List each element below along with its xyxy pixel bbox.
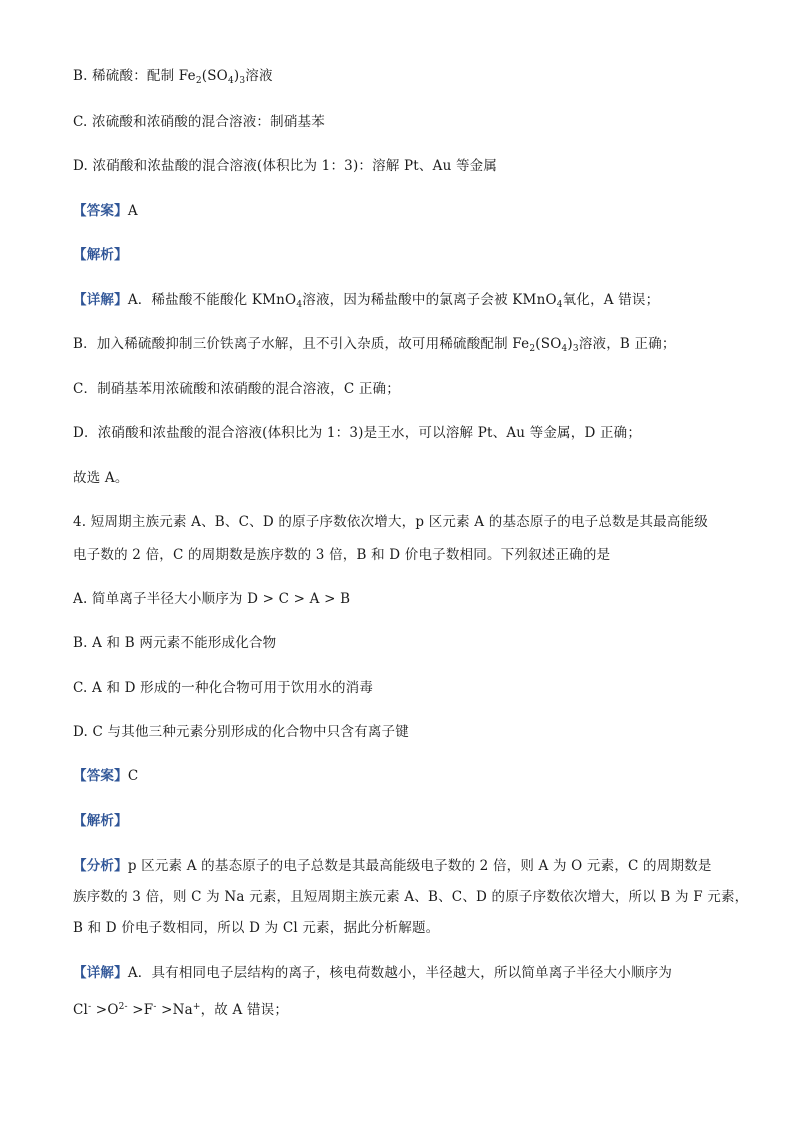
q4-fenxi-line2: 族序数的 3 倍，则 C 为 Na 元素，且短周期主族元素 A、B、C、D 的原子序数依次增大，所以 B 为 F 元素， (73, 889, 749, 905)
q4-option-c: C. A 和 D 形成的一种化合物可用于饮用水的消毒 (73, 680, 374, 696)
q4-fenxi-line3: B 和 D 价电子数相同，所以 D 为 Cl 元素，据此分析解题。 (73, 920, 440, 936)
q3-option-c: C. 浓硫酸和浓硝酸的混合溶液：制硝基苯 (73, 114, 325, 130)
answer-tag: 【答案】 (73, 768, 128, 784)
q3-detail-d: D．浓硝酸和浓盐酸的混合溶液(体积比为 1：3)是王水，可以溶解 Pt、Au 等金属，D 正确； (73, 425, 642, 441)
q3-option-b: B. 稀硫酸：配制 $Fe_2(SO_4)_3$溶液 (73, 68, 273, 86)
answer-tag: 【答案】 (73, 203, 128, 219)
q4-answer (73, 767, 138, 785)
q3-conclusion: 故选 A。 (73, 470, 129, 486)
q3-detail-c: C．制硝基苯用浓硫酸和浓硝酸的混合溶液，C 正确； (73, 381, 400, 397)
q4-detail-a-line2: $Cl^- >O^{2-} >F^- >Na^+$，故 A 错误； (73, 1002, 289, 1018)
answer-value: A (127, 203, 138, 219)
q4-stem-line2: 电子数的 2 倍，C 的周期数是族序数的 3 倍，B 和 D 价电子数相同。下列叙述正确的是 (73, 547, 611, 563)
q3-answer (73, 202, 138, 220)
q4-option-b: B. A 和 B 两元素不能形成化合物 (73, 635, 277, 651)
q4-option-a: A. 简单离子半径大小顺序为 D > C > A > B (73, 591, 351, 607)
fenxi-tag: 【分析】 (73, 858, 128, 874)
q4-option-d: D. C 与其他三种元素分别形成的化合物中只含有离子键 (73, 724, 409, 740)
q4-detail-a-line1: 【详解】A．具有相同电子层结构的离子，核电荷数越小，半径越大，所以简单离子半径大小顺序为 (73, 965, 673, 981)
q3-detail-b: B．加入稀硫酸抑制三价铁离子水解，且不引入杂质，故可用稀硫酸配制 $Fe_2(SO_4)_3$溶液，B 正确； (73, 336, 676, 354)
q4-analysis-tag: 【解析】 (73, 813, 128, 829)
q3-option-d: D. 浓硝酸和浓盐酸的混合溶液(体积比为 1：3)：溶解 Pt、Au 等金属 (73, 158, 498, 174)
answer-value: C (127, 768, 139, 784)
q4-stem-line1: 4. 短周期主族元素 A、B、C、D 的原子序数依次增大，p 区元素 A 的基态原子的电子总数是其最高能级 (73, 514, 708, 530)
q3-analysis-tag: 【解析】 (73, 247, 128, 263)
detail-tag: 【详解】 (73, 292, 128, 308)
q4-fenxi-line1: 【分析】p 区元素 A 的基态原子的电子总数是其最高能级电子数的 2 倍，则 A 为 O 元素，C 的周期数是 (73, 858, 712, 874)
q3-detail-a: 【详解】A．稀盐酸不能酸化 KMnO$_4$溶液，因为稀盐酸中的氯离子会被 KMnO$_4$氧化，A 错误； (73, 292, 660, 310)
detail-tag: 【详解】 (73, 965, 128, 981)
